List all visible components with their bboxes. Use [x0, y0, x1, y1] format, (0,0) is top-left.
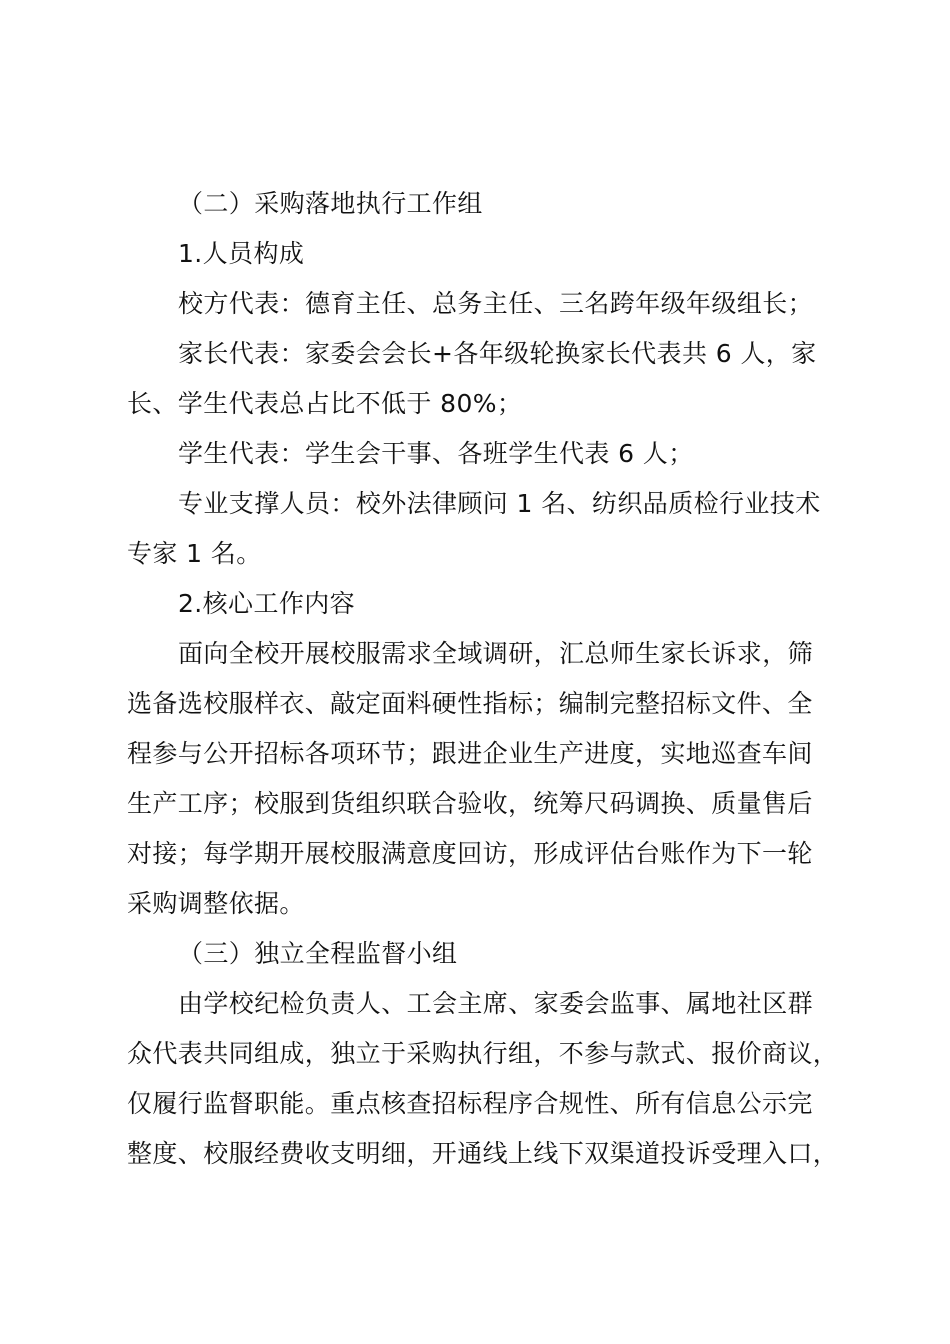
paragraph-line: 长、学生代表总占比不低于 80%； [127, 389, 523, 418]
paragraph-line: 程参与公开招标各项环节；跟进企业生产进度，实地巡查车间 [127, 739, 813, 768]
paragraph-line: 整度、校服经费收支明细，开通线上线下双渠道投诉受理入口， [127, 1139, 839, 1168]
paragraph-line: 校方代表：德育主任、总务主任、三名跨年级年级组长； [178, 289, 814, 318]
paragraph-line: 面向全校开展校服需求全域调研，汇总师生家长诉求，筛 [178, 639, 814, 668]
paragraph-line: 由学校纪检负责人、工会主席、家委会监事、属地社区群 [178, 989, 814, 1018]
document-body [127, 179, 839, 1179]
paragraph-line: 专业支撑人员：校外法律顾问 1 名、纺织品质检行业技术 [178, 489, 821, 518]
paragraph-line: 仅履行监督职能。重点核查招标程序合规性、所有信息公示完 [127, 1089, 813, 1118]
paragraph-line: 家长代表：家委会会长+各年级轮换家长代表共 6 人，家 [178, 339, 817, 368]
paragraph-line: 采购调整依据。 [127, 889, 305, 918]
subheading-core-work: 2.核心工作内容 [178, 589, 356, 618]
section-heading-3: （三）独立全程监督小组 [178, 939, 458, 968]
paragraph-line: 生产工序；校服到货组织联合验收，统筹尺码调换、质量售后 [127, 789, 813, 818]
paragraph-line: 专家 1 名。 [127, 539, 262, 568]
paragraph-line: 众代表共同组成，独立于采购执行组，不参与款式、报价商议， [127, 1039, 839, 1068]
subheading-personnel: 1.人员构成 [178, 239, 305, 268]
paragraph-line: 对接；每学期开展校服满意度回访，形成评估台账作为下一轮 [127, 839, 813, 868]
paragraph-line: 学生代表：学生会干事、各班学生代表 6 人； [178, 439, 694, 468]
section-heading-2: （二）采购落地执行工作组 [178, 189, 483, 218]
paragraph-line: 选备选校服样衣、敲定面料硬性指标；编制完整招标文件、全 [127, 689, 813, 718]
